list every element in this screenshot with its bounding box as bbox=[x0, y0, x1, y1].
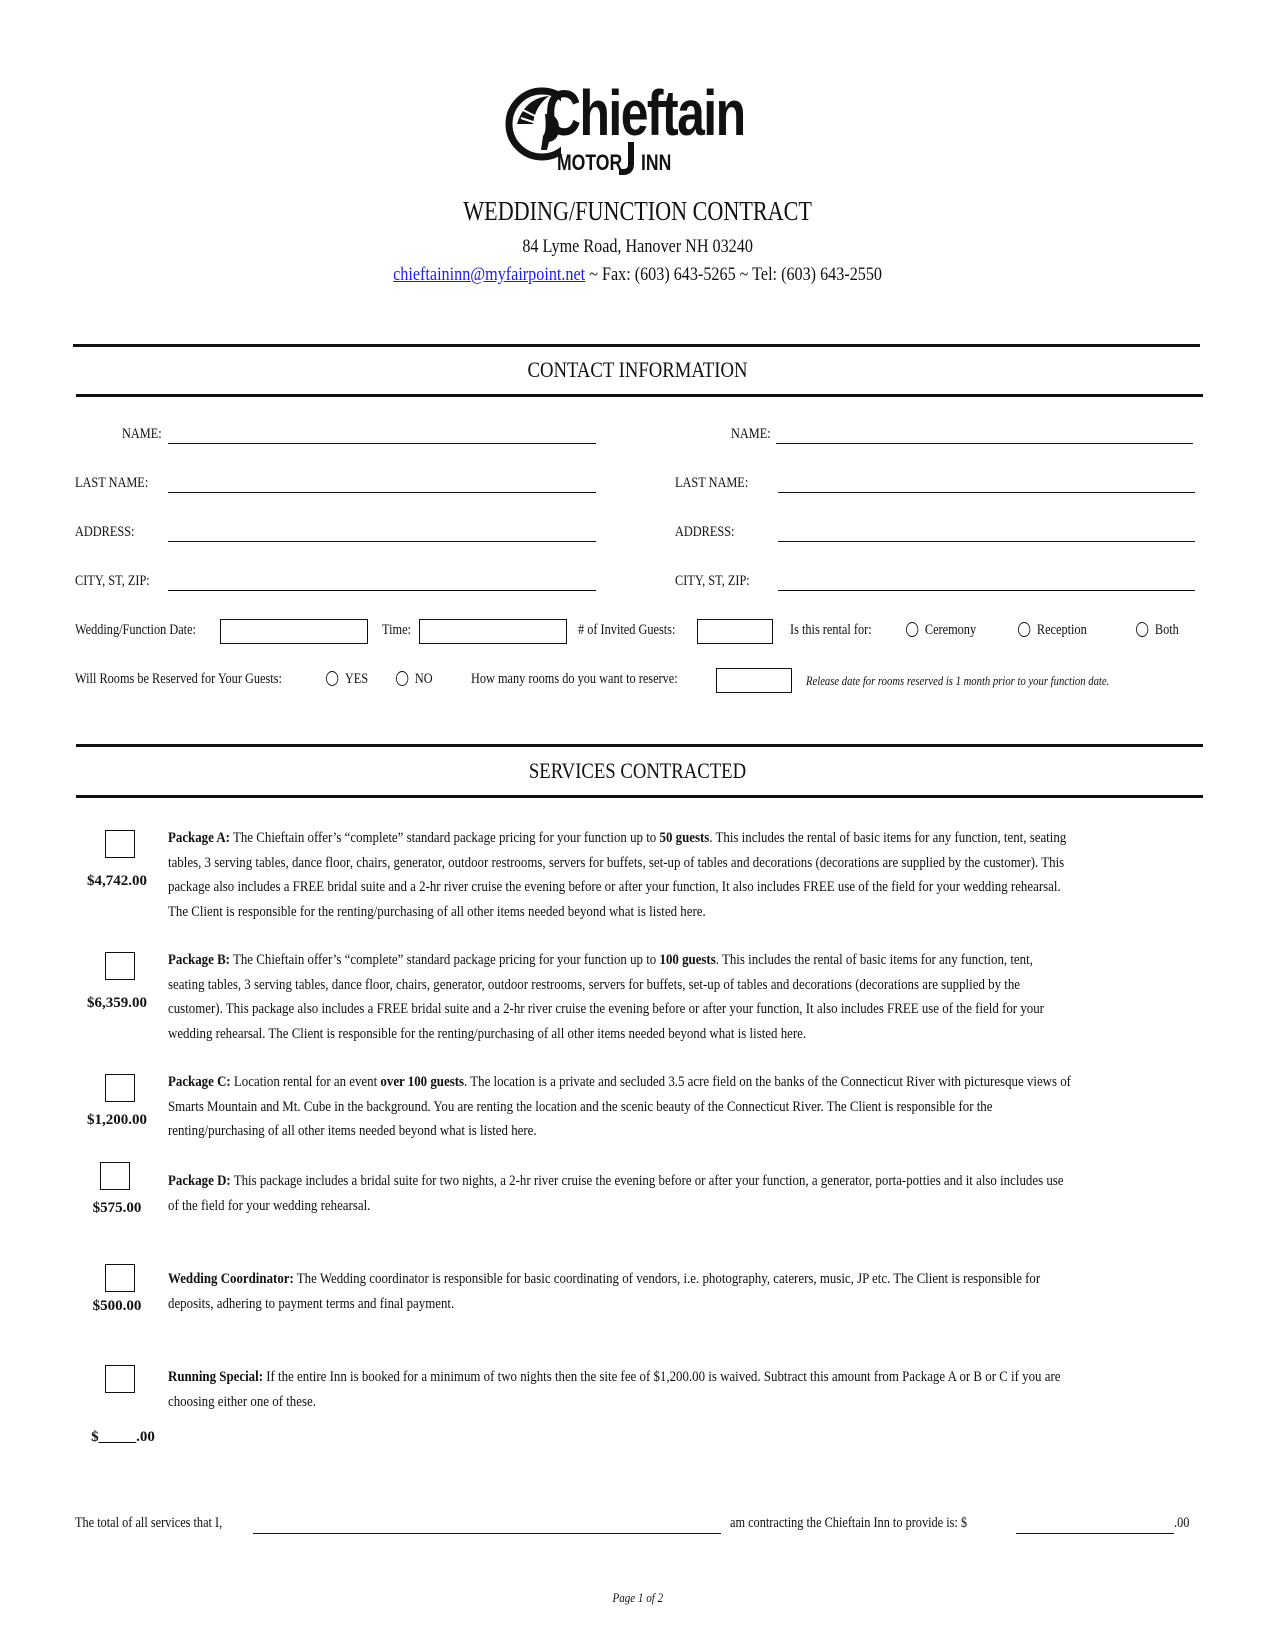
logo-sub-motor: MOTOR bbox=[557, 150, 623, 175]
services-rule-bottom bbox=[76, 795, 1203, 798]
time-label: Time: bbox=[382, 622, 411, 638]
package-c-description: Package C: Location rental for an event over 100 guests. The location is a private and secluded 3.5 acre field on the banks of the Connecticut River with picturesque views of Smarts Mountain and Mt. Cube in the background. You are renting the location and the scenic beauty of the Connecticut River. The Client is responsible for the renting/purchasing of all other items needed beyond what is listed here. bbox=[168, 1074, 1071, 1139]
radio-circle-icon[interactable] bbox=[396, 671, 408, 686]
logo-wordmark: Chieftain bbox=[545, 77, 745, 149]
date-label: Wedding/Function Date: bbox=[75, 622, 196, 638]
radio-reception[interactable]: Reception bbox=[1018, 622, 1087, 639]
address-field-2[interactable] bbox=[778, 541, 1195, 542]
package-b-checkbox[interactable] bbox=[105, 952, 135, 980]
contact-line bbox=[0, 264, 1275, 286]
name-label-2: NAME: bbox=[731, 426, 771, 442]
total-suffix: .00 bbox=[1174, 1515, 1190, 1531]
running-special-checkbox[interactable] bbox=[105, 1365, 135, 1393]
section-rule-top bbox=[73, 344, 1200, 347]
address-label-1: ADDRESS: bbox=[75, 524, 135, 540]
package-d-price: $575.00 bbox=[92, 1200, 142, 1216]
package-b-description: Package B: The Chieftain offer’s “complete” standard package pricing for your function up to 100 guests. This includes the rental of basic items for any function, tent, seating tables, 3 serving tables, dance floor, chairs, generator, outdoor restrooms, servers for buffets, set-up of tables and decorations (decorations are supplied by the customer). This package also includes a FREE bridal suite and a 2-hr river cruise the evening before or after your function, It also includes FREE use of the field for your wedding rehearsal. The Client is responsible for the renting/purchasing of all other items needed beyond what is listed here. bbox=[168, 952, 1044, 1042]
total-amount-field[interactable] bbox=[1016, 1533, 1174, 1534]
wedding-coordinator-checkbox[interactable] bbox=[105, 1264, 135, 1292]
package-b-price: $6,359.00 bbox=[87, 995, 147, 1011]
package-a-price: $4,742.00 bbox=[87, 873, 147, 889]
package-c-price: $1,200.00 bbox=[87, 1112, 147, 1128]
name-label-1: NAME: bbox=[122, 426, 162, 442]
date-input[interactable] bbox=[220, 619, 368, 644]
package-a-checkbox[interactable] bbox=[105, 830, 135, 858]
rooms-count-input[interactable] bbox=[716, 668, 792, 693]
name-field-1[interactable] bbox=[168, 443, 596, 444]
radio-yes[interactable]: YES bbox=[326, 671, 368, 688]
total-middle: am contracting the Chieftain Inn to provide is: $ bbox=[730, 1515, 968, 1531]
package-d-description: Package D: This package includes a bridal suite for two nights, a 2-hr river cruise the evening before or after your function, a generator, porta-potties and it also includes use of the field for your wedding rehearsal. bbox=[168, 1173, 1064, 1214]
last-name-label-2: LAST NAME: bbox=[675, 475, 749, 491]
city-field-1[interactable] bbox=[168, 590, 596, 591]
wedding-coordinator-price: $500.00 bbox=[92, 1298, 142, 1314]
rental-label: Is this rental for: bbox=[790, 622, 872, 638]
email-link[interactable]: chieftaininn@myfairpoint.net bbox=[393, 264, 586, 285]
address-field-1[interactable] bbox=[168, 541, 596, 542]
wedding-coordinator-description: Wedding Coordinator: The Wedding coordinator is responsible for basic coordinating of vendors, i.e. photography, caterers, music, JP etc. The Client is responsible for deposits, adhering to payment terms and final payment. bbox=[168, 1271, 1041, 1312]
package-d-checkbox[interactable] bbox=[100, 1162, 130, 1190]
radio-circle-icon[interactable] bbox=[1136, 622, 1148, 637]
radio-ceremony[interactable]: Ceremony bbox=[906, 622, 976, 639]
city-field-2[interactable] bbox=[778, 590, 1195, 591]
last-name-field-2[interactable] bbox=[778, 492, 1195, 493]
logo-sub-inn: INN bbox=[641, 150, 672, 175]
fax-tel: ~ Fax: (603) 643-5265 ~ Tel: (603) 643-2550 bbox=[585, 264, 882, 285]
client-name-field[interactable] bbox=[253, 1533, 721, 1534]
name-field-2[interactable] bbox=[776, 443, 1193, 444]
last-name-label-1: LAST NAME: bbox=[75, 475, 149, 491]
radio-both[interactable]: Both bbox=[1136, 622, 1179, 639]
running-special-description: Running Special: If the entire Inn is booked for a minimum of two nights then the site fee of $1,200.00 is waived. Subtract this amount from Package A or B or C if you are choosing either one of these. bbox=[168, 1369, 1061, 1410]
radio-circle-icon[interactable] bbox=[1018, 622, 1030, 637]
time-input[interactable] bbox=[419, 619, 567, 644]
total-prefix: The total of all services that I, bbox=[75, 1515, 223, 1531]
document-title: WEDDING/FUNCTION CONTRACT bbox=[463, 196, 812, 226]
running-special-price-field[interactable]: $_____.00 bbox=[91, 1429, 155, 1445]
radio-circle-icon[interactable] bbox=[326, 671, 338, 686]
services-section-title: SERVICES CONTRACTED bbox=[528, 758, 747, 783]
release-note: Release date for rooms reserved is 1 month prior to your function date. bbox=[806, 673, 1110, 688]
section-rule-bottom bbox=[76, 394, 1203, 397]
contact-section-title: CONTACT INFORMATION bbox=[527, 357, 748, 382]
how-many-rooms-label: How many rooms do you want to reserve: bbox=[471, 671, 678, 687]
guests-label: # of Invited Guests: bbox=[578, 622, 676, 638]
logo bbox=[505, 78, 770, 183]
city-label-2: CITY, ST, ZIP: bbox=[675, 573, 750, 589]
city-label-1: CITY, ST, ZIP: bbox=[75, 573, 150, 589]
guests-input[interactable] bbox=[697, 619, 773, 644]
package-c-checkbox[interactable] bbox=[105, 1074, 135, 1102]
logo-hook-icon bbox=[617, 142, 639, 176]
rooms-label: Will Rooms be Reserved for Your Guests: bbox=[75, 671, 282, 687]
page-number: Page 1 of 2 bbox=[612, 1590, 663, 1605]
services-rule-top bbox=[76, 744, 1203, 747]
radio-circle-icon[interactable] bbox=[906, 622, 918, 637]
inn-address: 84 Lyme Road, Hanover NH 03240 bbox=[522, 236, 753, 257]
radio-no[interactable]: NO bbox=[396, 671, 433, 688]
address-label-2: ADDRESS: bbox=[675, 524, 735, 540]
package-a-description: Package A: The Chieftain offer’s “complete” standard package pricing for your function up to 50 guests. This includes the rental of basic items for any function, tent, seating tables, 3 serving tables, dance floor, chairs, generator, outdoor restrooms, servers for buffets, set-up of tables and decorations (decorations are supplied by the customer). This package also includes a FREE bridal suite and a 2-hr river cruise the evening before or after your function, It also includes FREE use of the field for your wedding rehearsal. The Client is responsible for the renting/purchasing of all other items needed beyond what is listed here. bbox=[168, 830, 1067, 920]
last-name-field-1[interactable] bbox=[168, 492, 596, 493]
